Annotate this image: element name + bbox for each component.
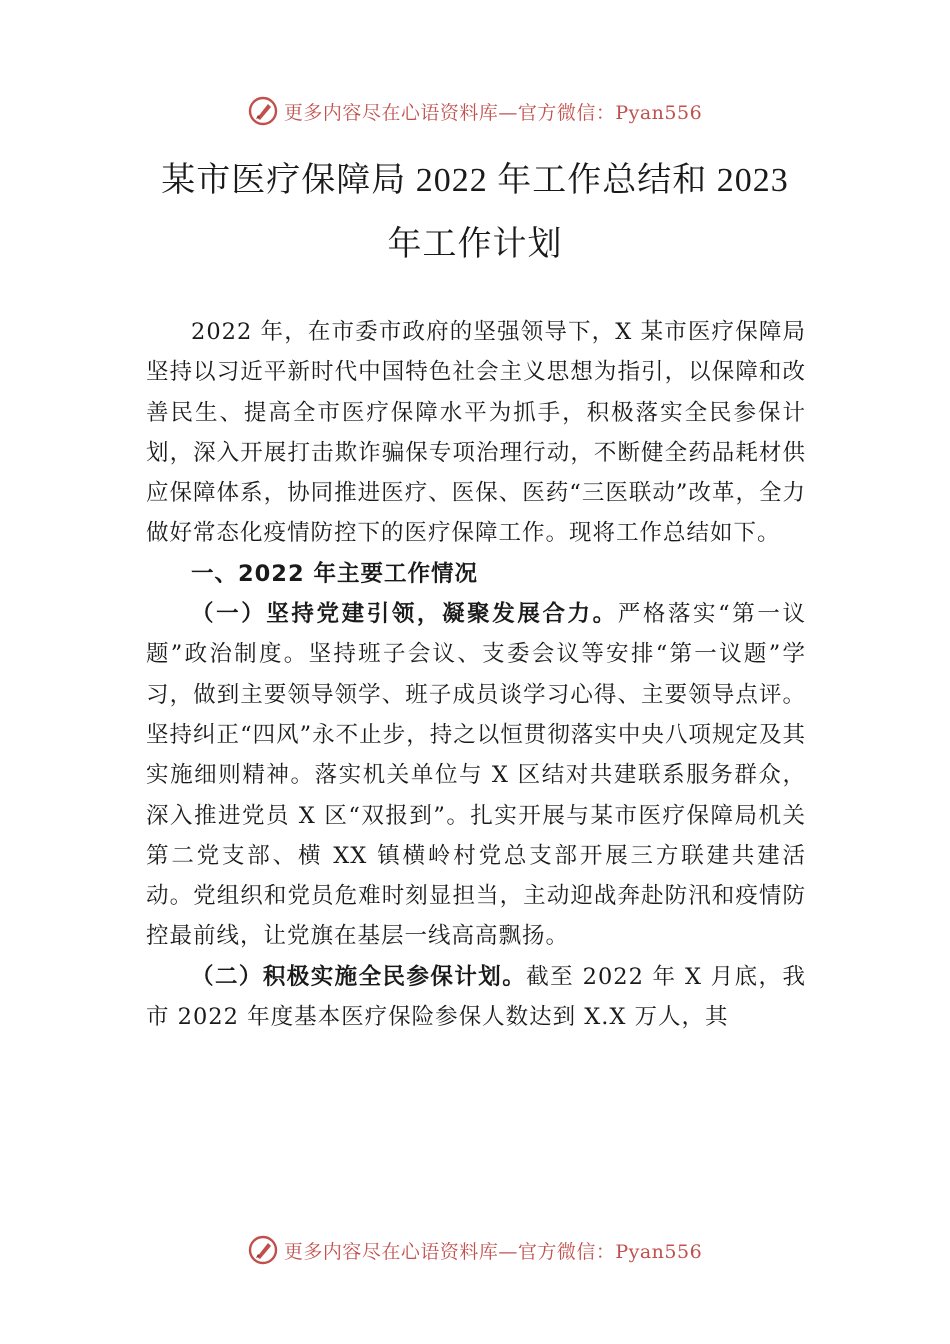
document-title-line-2: 年工作计划 (387, 226, 563, 263)
document-title-line-1: 某市医疗保障局 2022 年工作总结和 2023 (161, 162, 789, 199)
watermark-bottom (0, 1235, 950, 1265)
watermark-text: 更多内容尽在心语资料库—官方微信：Pyan556 (283, 101, 703, 124)
watermark-top (0, 96, 950, 126)
item-2-lead: （二）积极实施全民参保计划。 (191, 963, 527, 990)
intro-paragraph: 2022 年，在市委市政府的坚强领导下，X 某市医疗保障局坚持以习近平新时代中国特色社会主义思想为指引，以保障和改善民生、提高全市医疗保障水平为抓手，积极落实全民参保计划，深入开展打击欺诈骗保专项治理行动，不断健全药品耗材供应保障体系，协同推进医疗、医保、医药“三医联动”改革，全力做好常态化疫情防控下的医疗保障工作。现将工作总结如下。 (146, 319, 806, 547)
section-heading: 一、2022 年主要工作情况 (191, 560, 478, 587)
pen-nib-logo-icon (248, 1235, 278, 1265)
watermark-text: 更多内容尽在心语资料库—官方微信：Pyan556 (283, 1240, 703, 1263)
item-1-body: 严格落实“第一议题”政治制度。坚持班子会议、支委会议等安排“第一议题”学习，做到主要领导领学、班子成员谈学习心得、主要领导点评。坚持纠正“四风”永不止步，持之以恒贯彻落实中央八项规定及其实施细则精神。落实机关单位与 X 区结对共建联系服务群众，深入推进党员 X 区“双报到”。扎实开展与某市医疗保障局机关第二党支部、横 XX 镇横岭村党总支部开展三方联建共建活动。党组织和党员危难时刻显担当，主动迎战奔赴防汛和疫情防控最前线，让党旗在基层一线高高飘扬。 (146, 601, 806, 950)
item-1-lead: （一）坚持党建引领，凝聚发展合力。 (191, 601, 618, 628)
item-2-body: 截至 2022 年 X 月底，我市 2022 年度基本医疗保险参保人数达到 X.X 万人，其 (146, 963, 806, 1031)
item-2-paragraph (146, 957, 806, 1038)
pen-nib-logo-icon (248, 96, 278, 126)
document-body (146, 312, 806, 1037)
item-1-paragraph (146, 594, 806, 957)
